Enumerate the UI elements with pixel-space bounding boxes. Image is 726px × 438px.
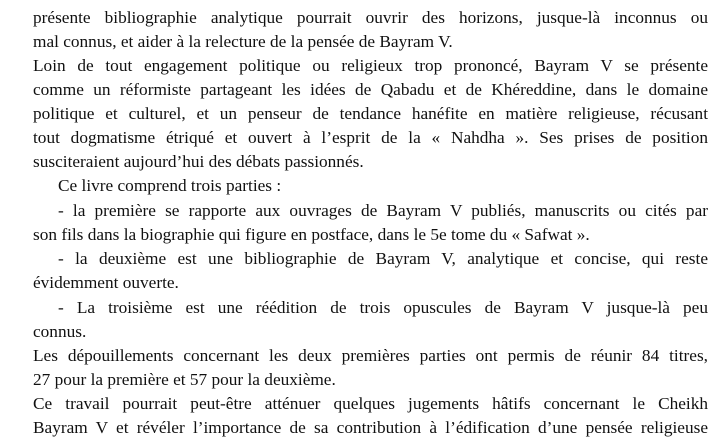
text-line: comme un réformiste partageant les idées de Qabadu et de Khéreddine, dans le domaine [33, 80, 708, 99]
text-line: - La troisième est une réédition de trois opuscules de Bayram V jusque-là peu [58, 298, 708, 317]
text-line: susciteraient aujourd’hui des débats passionnés. [33, 152, 364, 171]
text-line: tout dogmatisme étriqué et ouvert à l’esprit de la « Nahdha ». Ses prises de position [33, 128, 708, 147]
text-line: son fils dans la biographie qui figure en postface, dans le 5e tome du « Safwat ». [33, 225, 590, 244]
text-line: mal connus, et aider à la relecture de la pensée de Bayram V. [33, 32, 453, 51]
text-line: évidemment ouverte. [33, 273, 179, 292]
text-line: Ce travail pourrait peut-être atténuer quelques jugements hâtifs concernant le Cheikh [33, 394, 708, 413]
text-line: politique et culturel, et un penseur de tendance hanéfite en matière religieuse, récusant [33, 104, 708, 123]
text-line: - la deuxième est une bibliographie de Bayram V, analytique et concise, qui reste [58, 249, 708, 268]
text-line: Bayram V et révéler l’importance de sa contribution à l’édification d’une pensée religieuse [33, 418, 708, 437]
text-line: Ce livre comprend trois parties : [58, 176, 282, 195]
text-line: Loin de tout engagement politique ou religieux trop prononcé, Bayram V se présente [33, 56, 708, 75]
text-line: connus. [33, 322, 87, 341]
text-line: - la première se rapporte aux ouvrages de Bayram V publiés, manuscrits ou cités par [58, 201, 708, 220]
text-line: 27 pour la première et 57 pour la deuxième. [33, 370, 336, 389]
text-line: présente bibliographie analytique pourrait ouvrir des horizons, jusque-là inconnus ou [33, 8, 708, 27]
text-line: Les dépouillements concernant les deux premières parties ont permis de réunir 84 titres, [33, 346, 708, 365]
